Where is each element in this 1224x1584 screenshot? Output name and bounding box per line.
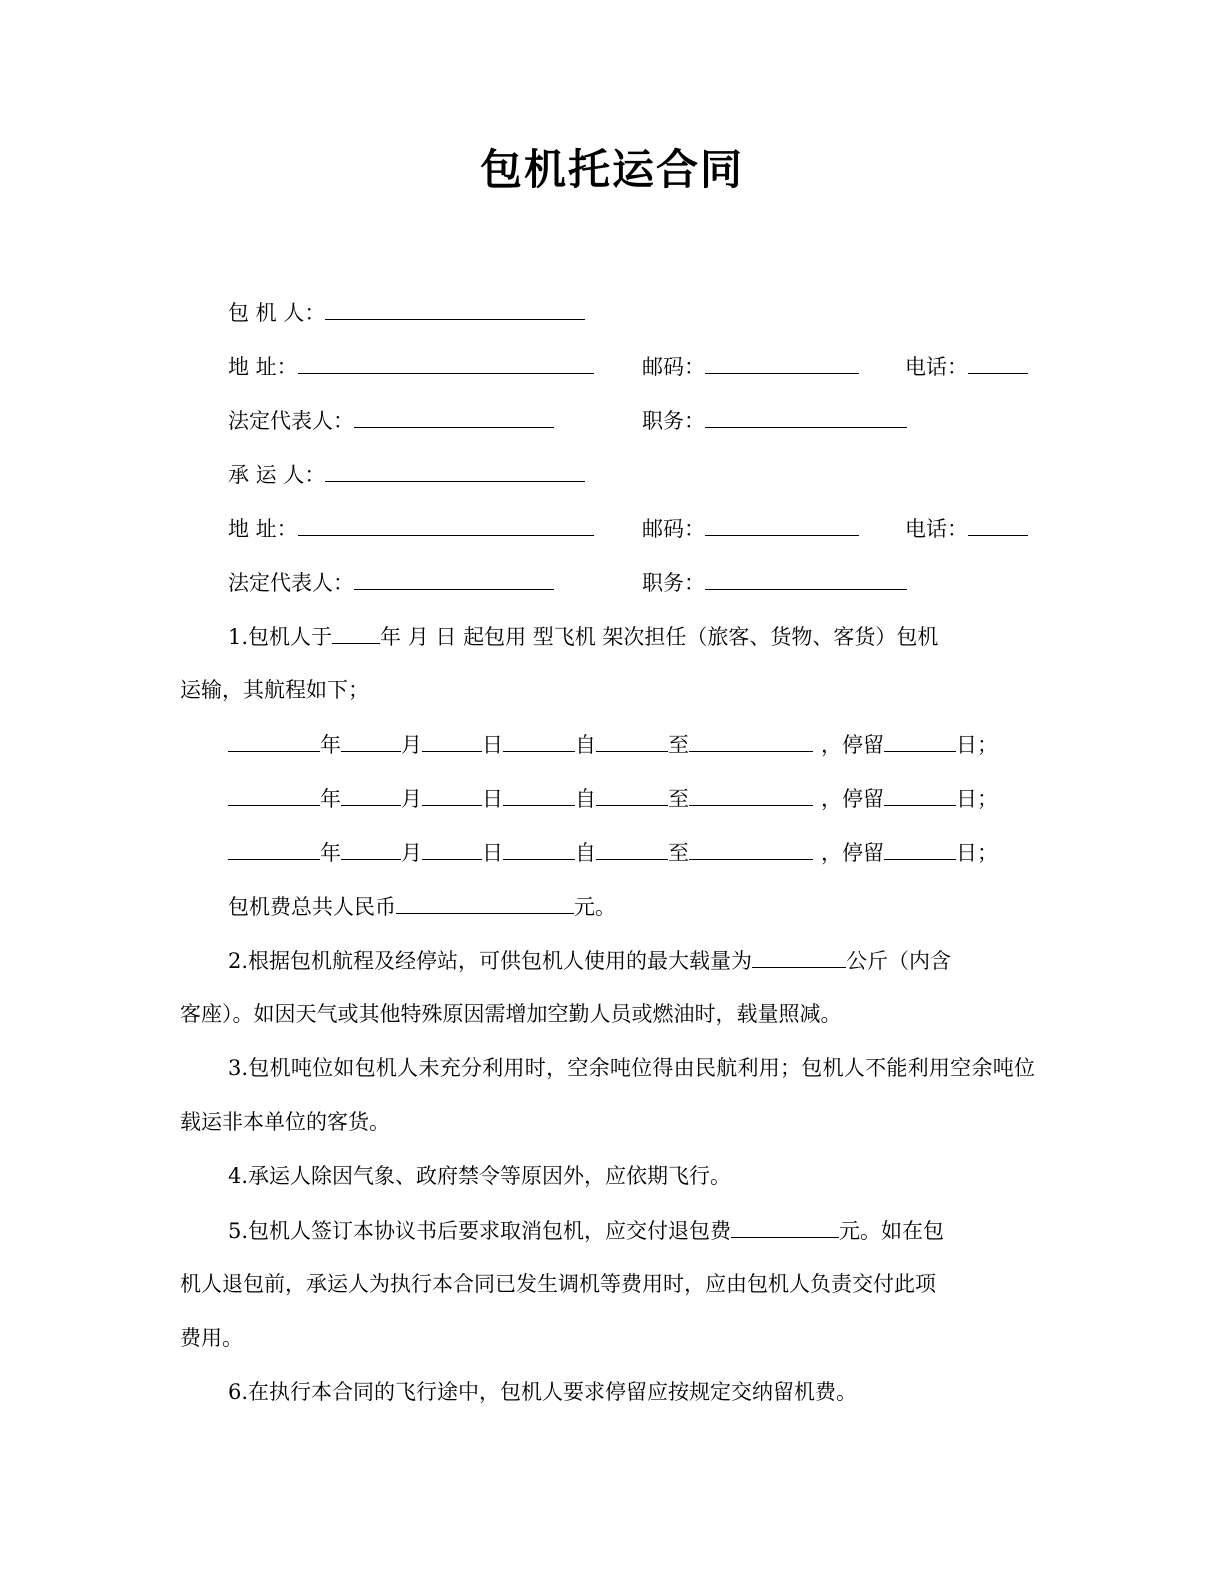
clause-1-intro-b: 年 月 日 起包用 型飞机 架次担任（旅客、货物、客货）包机 (380, 625, 939, 649)
carrier-position-row (642, 567, 907, 598)
clause-5-text-a: 5.包机人签订本协议书后要求取消包机，应交付退包费 (228, 1219, 732, 1243)
clause-2-line-2: 客座）。如因天气或其他特殊原因需增加空勤人员或燃油时，载量照减。 (180, 1002, 842, 1026)
clause-5-text-b: 元。如在包 (839, 1219, 945, 1243)
itinerary-year-label: 年 (320, 733, 341, 757)
itinerary-from-label: 自 (575, 733, 596, 757)
itinerary-month-blank[interactable] (341, 729, 401, 752)
clause-1-intro-a: 1.包机人于 (228, 625, 333, 649)
itinerary-from-label: 自 (575, 787, 596, 811)
page-title: 包机托运合同 (479, 145, 744, 194)
charterer-legal-rep-label: 法定代表人： (228, 409, 354, 433)
itinerary-stay-blank[interactable] (884, 783, 956, 806)
charterer-legal-rep-blank[interactable] (354, 405, 554, 428)
itinerary-month-blank[interactable] (341, 783, 401, 806)
charter-fee-label: 包机费总共人民币 (228, 895, 396, 919)
itinerary-to-blank[interactable] (596, 729, 668, 752)
carrier-postcode-row (642, 513, 859, 544)
itinerary-stay-label: ，停留 (821, 841, 884, 865)
itinerary-to-blank[interactable] (596, 783, 668, 806)
charterer-postcode-blank[interactable] (705, 351, 859, 374)
itinerary-from-blank[interactable] (503, 729, 575, 752)
clause-1-intro-cont: 运输，其航程如下； (180, 678, 369, 702)
carrier-address-row (228, 513, 594, 544)
itinerary-row (228, 729, 998, 760)
clause-5-line-1 (228, 1215, 944, 1246)
itinerary-to-label: 至 (668, 787, 689, 811)
itinerary-day-blank[interactable] (422, 837, 482, 860)
carrier-legal-rep-row (228, 567, 554, 598)
itinerary-row (228, 783, 998, 814)
charterer-row (228, 297, 585, 328)
clause-2-text-a: 2.根据包机航程及经停站，可供包机人使用的最大载量为 (228, 949, 753, 973)
itinerary-stay-label: ，停留 (821, 787, 884, 811)
charterer-label: 包 机 人： (228, 301, 326, 325)
carrier-position-label: 职务： (642, 571, 705, 595)
charterer-position-row (642, 405, 907, 436)
itinerary-day-end-label: 日； (956, 841, 998, 865)
itinerary-stay-blank[interactable] (884, 837, 956, 860)
charterer-phone-blank[interactable] (968, 351, 1028, 374)
charterer-address-label: 地 址： (228, 355, 298, 379)
carrier-postcode-blank[interactable] (705, 513, 859, 536)
itinerary-to-blank[interactable] (596, 837, 668, 860)
itinerary-day-end-label: 日； (956, 733, 998, 757)
carrier-phone-blank[interactable] (968, 513, 1028, 536)
itinerary-day-label: 日 (482, 841, 503, 865)
itinerary-year-label: 年 (320, 787, 341, 811)
cancel-fee-blank[interactable] (731, 1215, 839, 1238)
itinerary-row (228, 837, 998, 868)
charter-fee-unit: 元。 (574, 895, 616, 919)
itinerary-year-blank[interactable] (228, 837, 320, 860)
charterer-postcode-label: 邮码： (642, 355, 705, 379)
charterer-blank[interactable] (325, 297, 585, 320)
carrier-legal-rep-blank[interactable] (354, 567, 554, 590)
itinerary-day-blank[interactable] (422, 729, 482, 752)
clause-2-line-1 (228, 945, 951, 976)
charterer-phone-label: 电话： (905, 355, 968, 379)
itinerary-year-blank[interactable] (228, 783, 320, 806)
carrier-address-label: 地 址： (228, 517, 298, 541)
itinerary-from-blank[interactable] (503, 783, 575, 806)
itinerary-dest-blank[interactable] (689, 837, 813, 860)
charterer-address-blank[interactable] (298, 351, 594, 374)
carrier-label: 承 运 人： (228, 463, 326, 487)
carrier-postcode-label: 邮码： (642, 517, 705, 541)
clause-1-year-blank[interactable] (332, 621, 380, 644)
itinerary-stay-label: ，停留 (821, 733, 884, 757)
itinerary-day-label: 日 (482, 733, 503, 757)
itinerary-stay-blank[interactable] (884, 729, 956, 752)
itinerary-month-label: 月 (401, 733, 422, 757)
itinerary-to-label: 至 (668, 733, 689, 757)
itinerary-day-blank[interactable] (422, 783, 482, 806)
carrier-address-blank[interactable] (298, 513, 594, 536)
carrier-blank[interactable] (325, 459, 585, 482)
carrier-position-blank[interactable] (705, 567, 907, 590)
charterer-position-blank[interactable] (705, 405, 907, 428)
itinerary-day-label: 日 (482, 787, 503, 811)
itinerary-month-blank[interactable] (341, 837, 401, 860)
charterer-address-row (228, 351, 594, 382)
itinerary-month-label: 月 (401, 787, 422, 811)
itinerary-month-label: 月 (401, 841, 422, 865)
charterer-postcode-row (642, 351, 859, 382)
charter-fee-row (228, 891, 616, 922)
itinerary-day-end-label: 日； (956, 787, 998, 811)
clause-5-line-3: 费用。 (180, 1326, 243, 1350)
itinerary-dest-blank[interactable] (689, 783, 813, 806)
clause-5-line-2: 机人退包前，承运人为执行本合同已发生调机等费用时，应由包机人负责交付此项 (180, 1272, 936, 1296)
clause-2-text-b: 公斤（内含 (846, 949, 952, 973)
carrier-phone-label: 电话： (905, 517, 968, 541)
charter-fee-blank[interactable] (396, 891, 574, 914)
clause-4: 4.承运人除因气象、政府禁令等原因外，应依期飞行。 (228, 1164, 732, 1188)
clause-1-intro (228, 621, 938, 652)
charterer-legal-rep-row (228, 405, 554, 436)
itinerary-dest-blank[interactable] (689, 729, 813, 752)
charterer-phone-row (905, 351, 1028, 382)
carrier-phone-row (905, 513, 1028, 544)
itinerary-year-blank[interactable] (228, 729, 320, 752)
itinerary-from-blank[interactable] (503, 837, 575, 860)
clause-3: 3.包机吨位如包机人未充分利用时，空余吨位得由民航利用；包机人不能利用空余吨位载运非本单位的客货。 (180, 1056, 1035, 1134)
itinerary-to-label: 至 (668, 841, 689, 865)
itinerary-from-label: 自 (575, 841, 596, 865)
max-load-blank[interactable] (752, 945, 846, 968)
charterer-position-label: 职务： (642, 409, 705, 433)
carrier-legal-rep-label: 法定代表人： (228, 571, 354, 595)
carrier-row (228, 459, 585, 490)
itinerary-year-label: 年 (320, 841, 341, 865)
clause-6: 6.在执行本合同的飞行途中，包机人要求停留应按规定交纳留机费。 (228, 1380, 858, 1404)
